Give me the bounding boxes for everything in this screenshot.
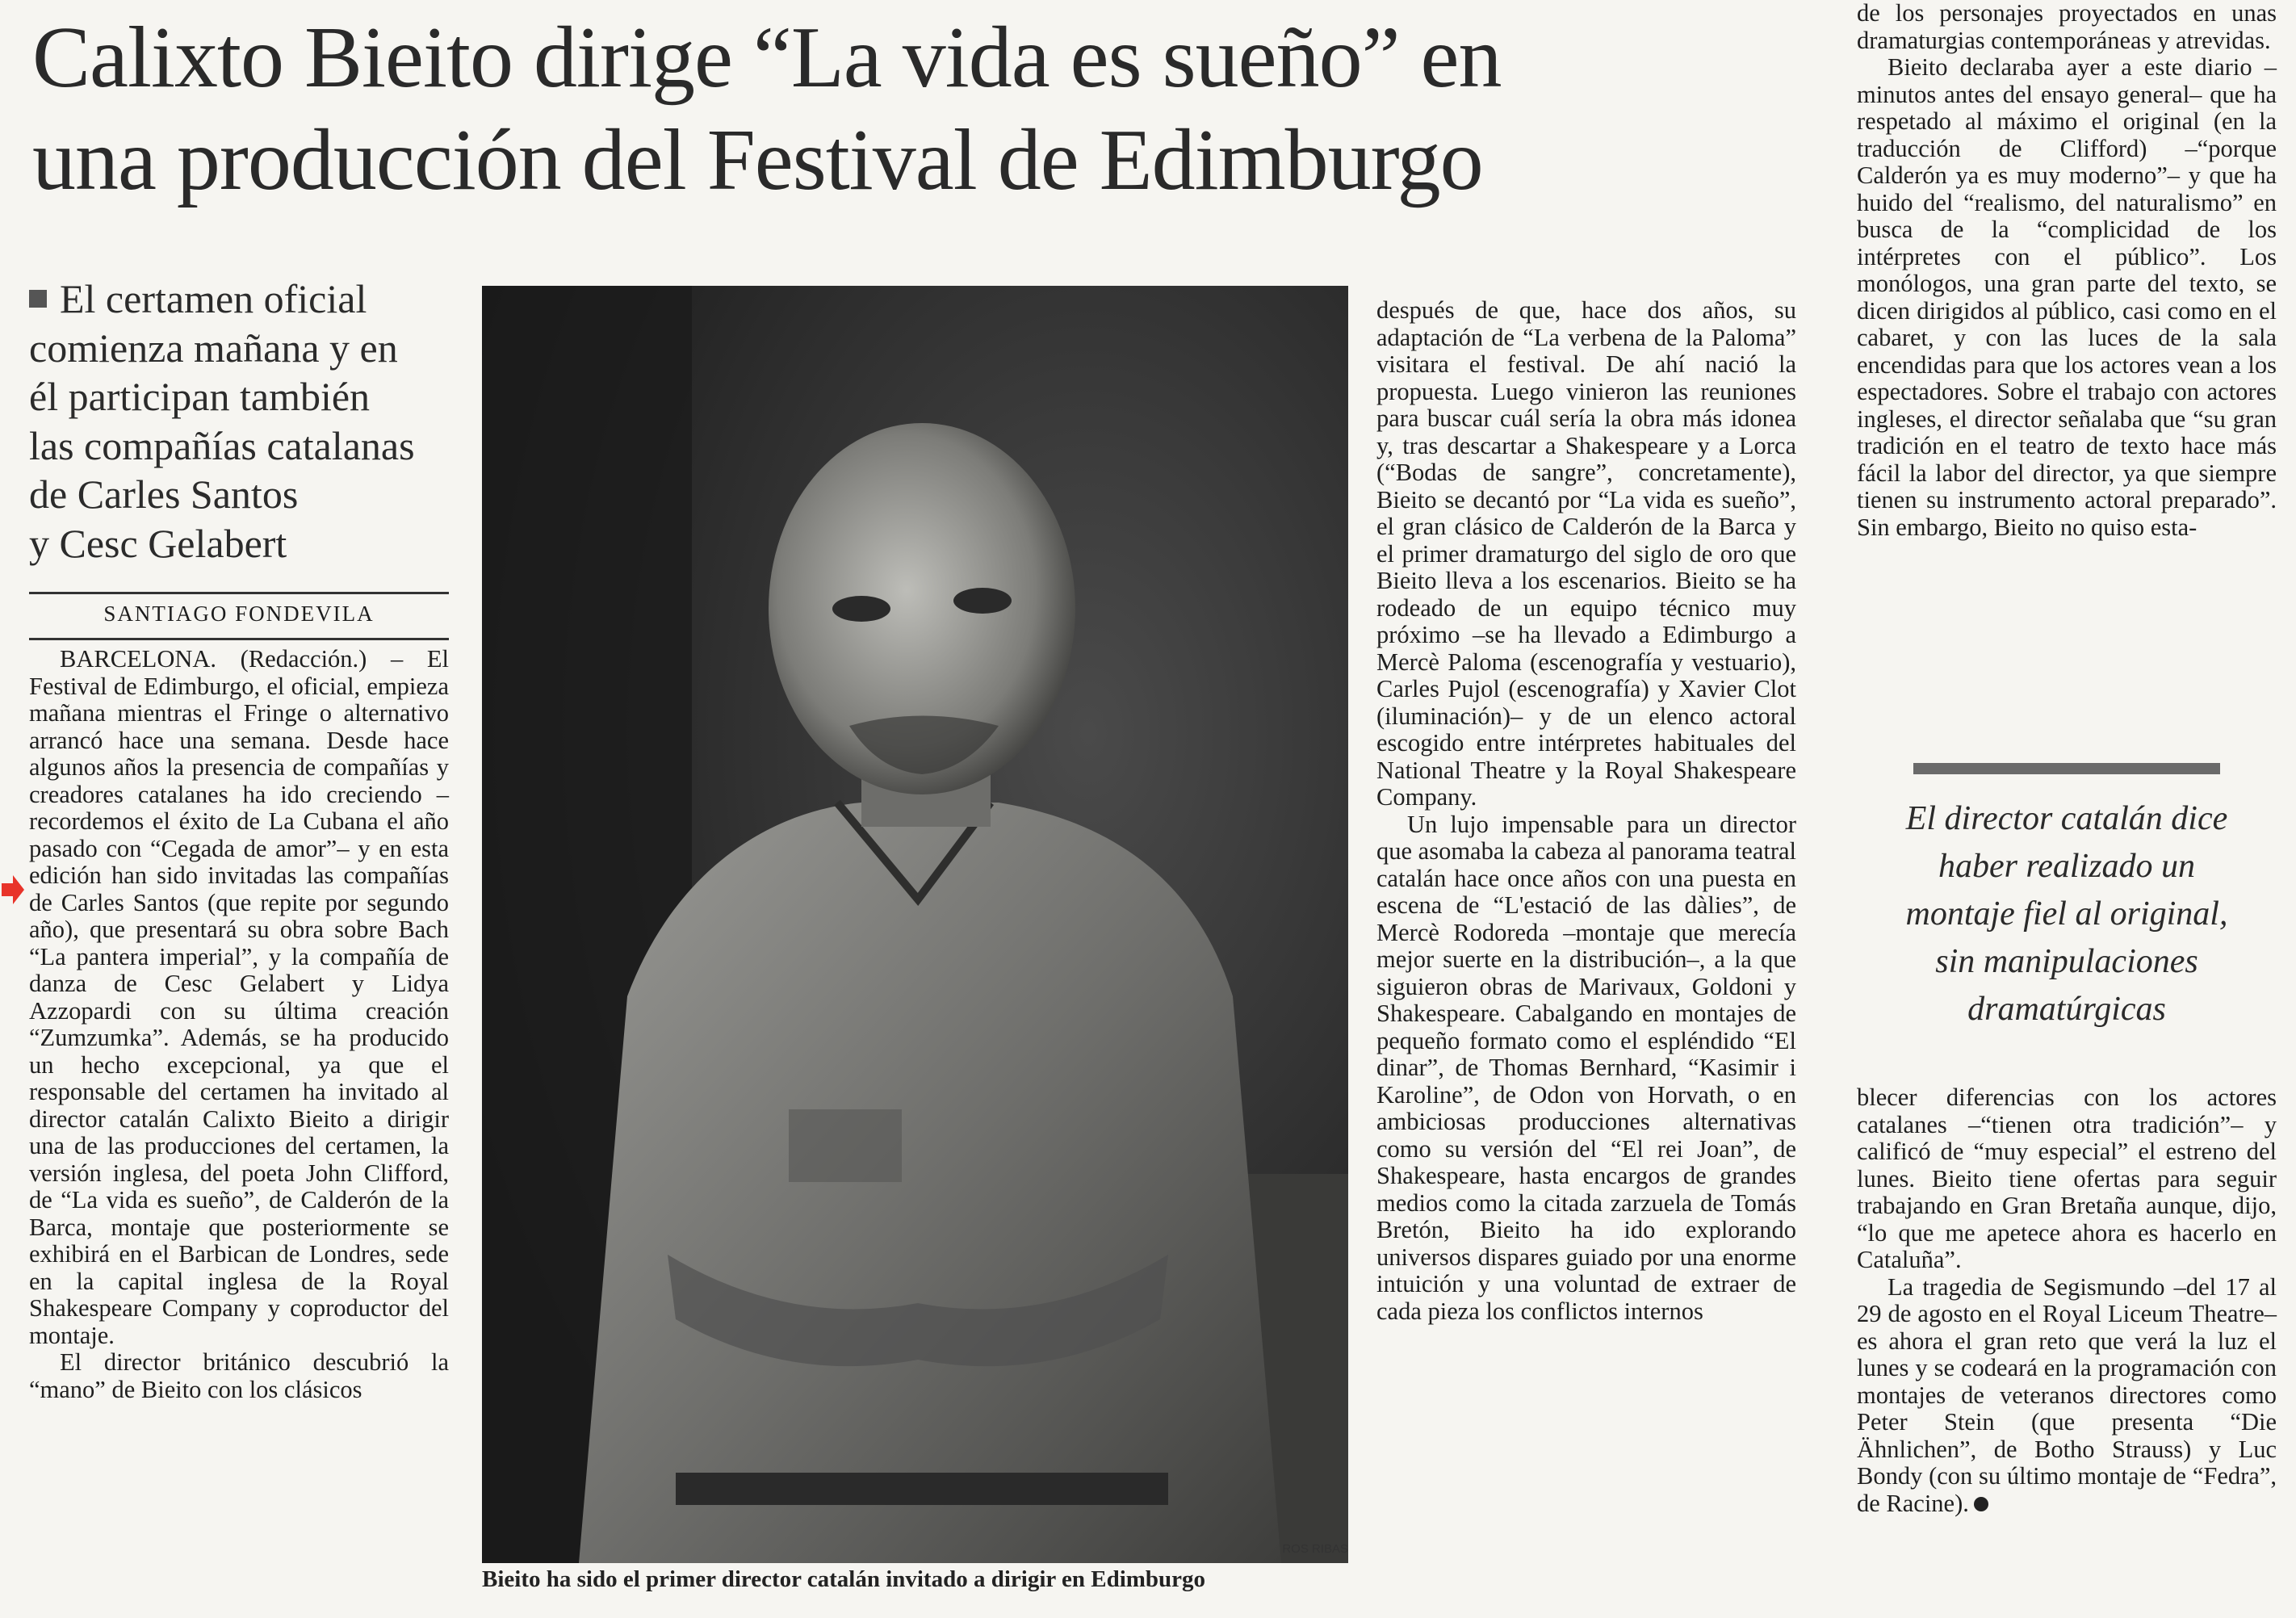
pullquote-line-5: dramatúrgicas [1967, 991, 2166, 1028]
article-column-3-bottom [1857, 1084, 2277, 1517]
pullquote-line-2: haber realizado un [1938, 848, 2196, 885]
paragraph: Bieito declaraba ayer a este diario –minutos antes del ensayo general– que ha respetado al máximo el original (en la traducción de Clifford) –“porque Calderón ya es muy moderno”– y que ha huido del “realismo, del naturalismo” en busca de la “complicidad de los intérpretes con el público”. Los monólogos, una gran parte del texto, se dicen dirigidos al público, casi como en el cabaret, y con las luces de la sala encendidas para que los actores vean a los espectadores. Sobre el trabajo con actores ingleses, el director señalaba que “su gran tradición en el teatro de texto hace más fácil la labor del director, ya que siempre tienen su instrumento actoral preparado”. Sin embargo, Bieito no quiso esta- [1857, 53, 2277, 541]
paragraph: BARCELONA. (Redacción.) – El Festival de Edimburgo, el oficial, empieza mañana mientras el Fringe o alternativo arrancó hace una semana. Desde hace algunos años la presencia de compañías y creadores catalanes ha ido creciendo –recordemos el éxito de La Cubana el año pasado con “Cegada de amor”– y en esta edición han sido invitadas las compañías de Carles Santos (que repite por segundo año), que presentará su obra sobre Bach “La pantera imperial”, y la compañía de danza de Cesc Gelabert y Lidya Azzopardi con su última creación “Zumzumka”. Además, se ha producido un hecho excepcional, ya que el responsable del certamen ha invitado al director catalán Calixto Bieito a dirigir una de las producciones del certamen, la versión inglesa, del poeta John Clifford, de “La vida es sueño”, de Calderón de la Barca, montaje que posteriormente se exhibirá en el Barbican de Londres, sede en la capital inglesa de la Royal Shakespeare Company y coproductor del montaje. [29, 645, 449, 1349]
square-bullet-icon [29, 290, 47, 308]
subtitle-line-1 [29, 275, 457, 324]
byline: SANTIAGO FONDEVILA [103, 602, 375, 626]
paragraph [1857, 1274, 2277, 1518]
arrow-right-icon [2, 874, 24, 906]
headline [32, 6, 1808, 212]
bullet-end-icon [1974, 1497, 1988, 1511]
paragraph-text: La tragedia de Segismundo –del 17 al 29 de agosto en el Royal Liceum Theatre– es ahora el gran reto que verá la luz el lunes y se codeará en la programación con montajes de veteranos directores como Peter Stein (que presenta “Die Ähnlichen”, de Botho Strauss) y Luc Bondy (con su último montaje de “Fedra”, de Racine). [1857, 1272, 2277, 1517]
pullquote [1865, 795, 2269, 1033]
subtitle-line-6: y Cesc Gelabert [29, 520, 287, 566]
article-column-1 [29, 646, 449, 1403]
subtitle-text-1: El certamen oficial [60, 276, 367, 321]
headline-line-1: Calixto Bieito dirige “La vida es sueño” en [32, 10, 1502, 106]
paragraph: El director británico descubrió la “mano” de Bieito con los clásicos [29, 1348, 449, 1403]
subtitle-line-2: comienza mañana y en [29, 325, 398, 371]
article-column-3-top [1857, 0, 2277, 541]
subtitle-line-4: las compañías catalanas [29, 422, 415, 468]
byline-rule-bottom [29, 638, 449, 640]
paragraph: después de que, hace dos años, su adaptación de “La verbena de la Paloma” visitara el festival. De ahí nació la propuesta. Luego vinieron las reuniones para buscar cuál sería la obra más idonea y, tras descartar a Shakespeare y a Lorca (“Bodas de sangre”, concretamente), Bieito se decantó por “La vida es sueño”, el gran clásico de Calderón de la Barca y el primer dramaturgo del siglo de oro que Bieito lleva a los escenarios. Bieito se ha rodeado de un equipo técnico muy próximo –se ha llevado a Edimburgo a Mercè Paloma (escenografía y vestuario), Carles Pujol (escenografía) y Xavier Clot (iluminación)– y de un elenco actoral escogido entre intérpretes habituales del National Theatre y la Royal Shakespeare Company. [1376, 296, 1796, 811]
headline-line-2: una producción del Festival de Edimburgo [32, 112, 1483, 208]
pullquote-line-1: El director catalán dice [1905, 800, 2228, 837]
article-column-2 [1376, 297, 1796, 1325]
portrait-illustration [482, 286, 1348, 1563]
pullquote-rule [1913, 763, 2220, 774]
paragraph: blecer diferencias con los actores catalanes –“tienen otra tradición”– y calificó de “muy especial” el estreno del lunes. Bieito tiene ofertas para seguir trabajando en Gran Bretaña aunque, dijo, “lo que me apetece ahora es hacerlo en Cataluña”. [1857, 1084, 2277, 1273]
byline-rule-top [29, 592, 449, 594]
paragraph: de los personajes proyectados en unas dramaturgias contemporáneas y atrevidas. [1857, 0, 2277, 54]
photo-caption: Bieito ha sido el primer director catalán invitado a dirigir en Edimburgo [482, 1566, 1206, 1592]
portrait-photo [482, 286, 1348, 1563]
pullquote-line-4: sin manipulaciones [1935, 943, 2198, 980]
subtitle-line-3: él participan también [29, 374, 371, 419]
paragraph: Un lujo impensable para un director que asomaba la cabeza al panorama teatral catalán hace once años con una puesta en escena de “L'estació de las dàlies”, de Mercè Rodoreda –montaje que merecía mejor suerte en la distribución–, a la que siguieron obras de Marivaux, Goldoni y Shakespeare. Cabalgando en montajes de pequeño formato como el espléndido “El dinar”, de Thomas Bernhard, “Kasimir i Karoline”, de Odon von Horvath, o en ambiciosas producciones alternativas como su versión del “El rei Joan”, de Shakespeare, hasta encargos de grandes medios como la citada zarzuela de Tomás Bretón, Bieito ha ido explorando universos dispares guiado por una enorme intuición y una voluntad de extraer de cada pieza los conflictos internos [1376, 810, 1796, 1325]
subtitle [29, 275, 457, 568]
subtitle-line-5: de Carles Santos [29, 472, 299, 517]
pullquote-line-3: montaje fiel al original, [1905, 895, 2228, 933]
photo-credit: ROS RIBAS [1282, 1542, 1348, 1556]
